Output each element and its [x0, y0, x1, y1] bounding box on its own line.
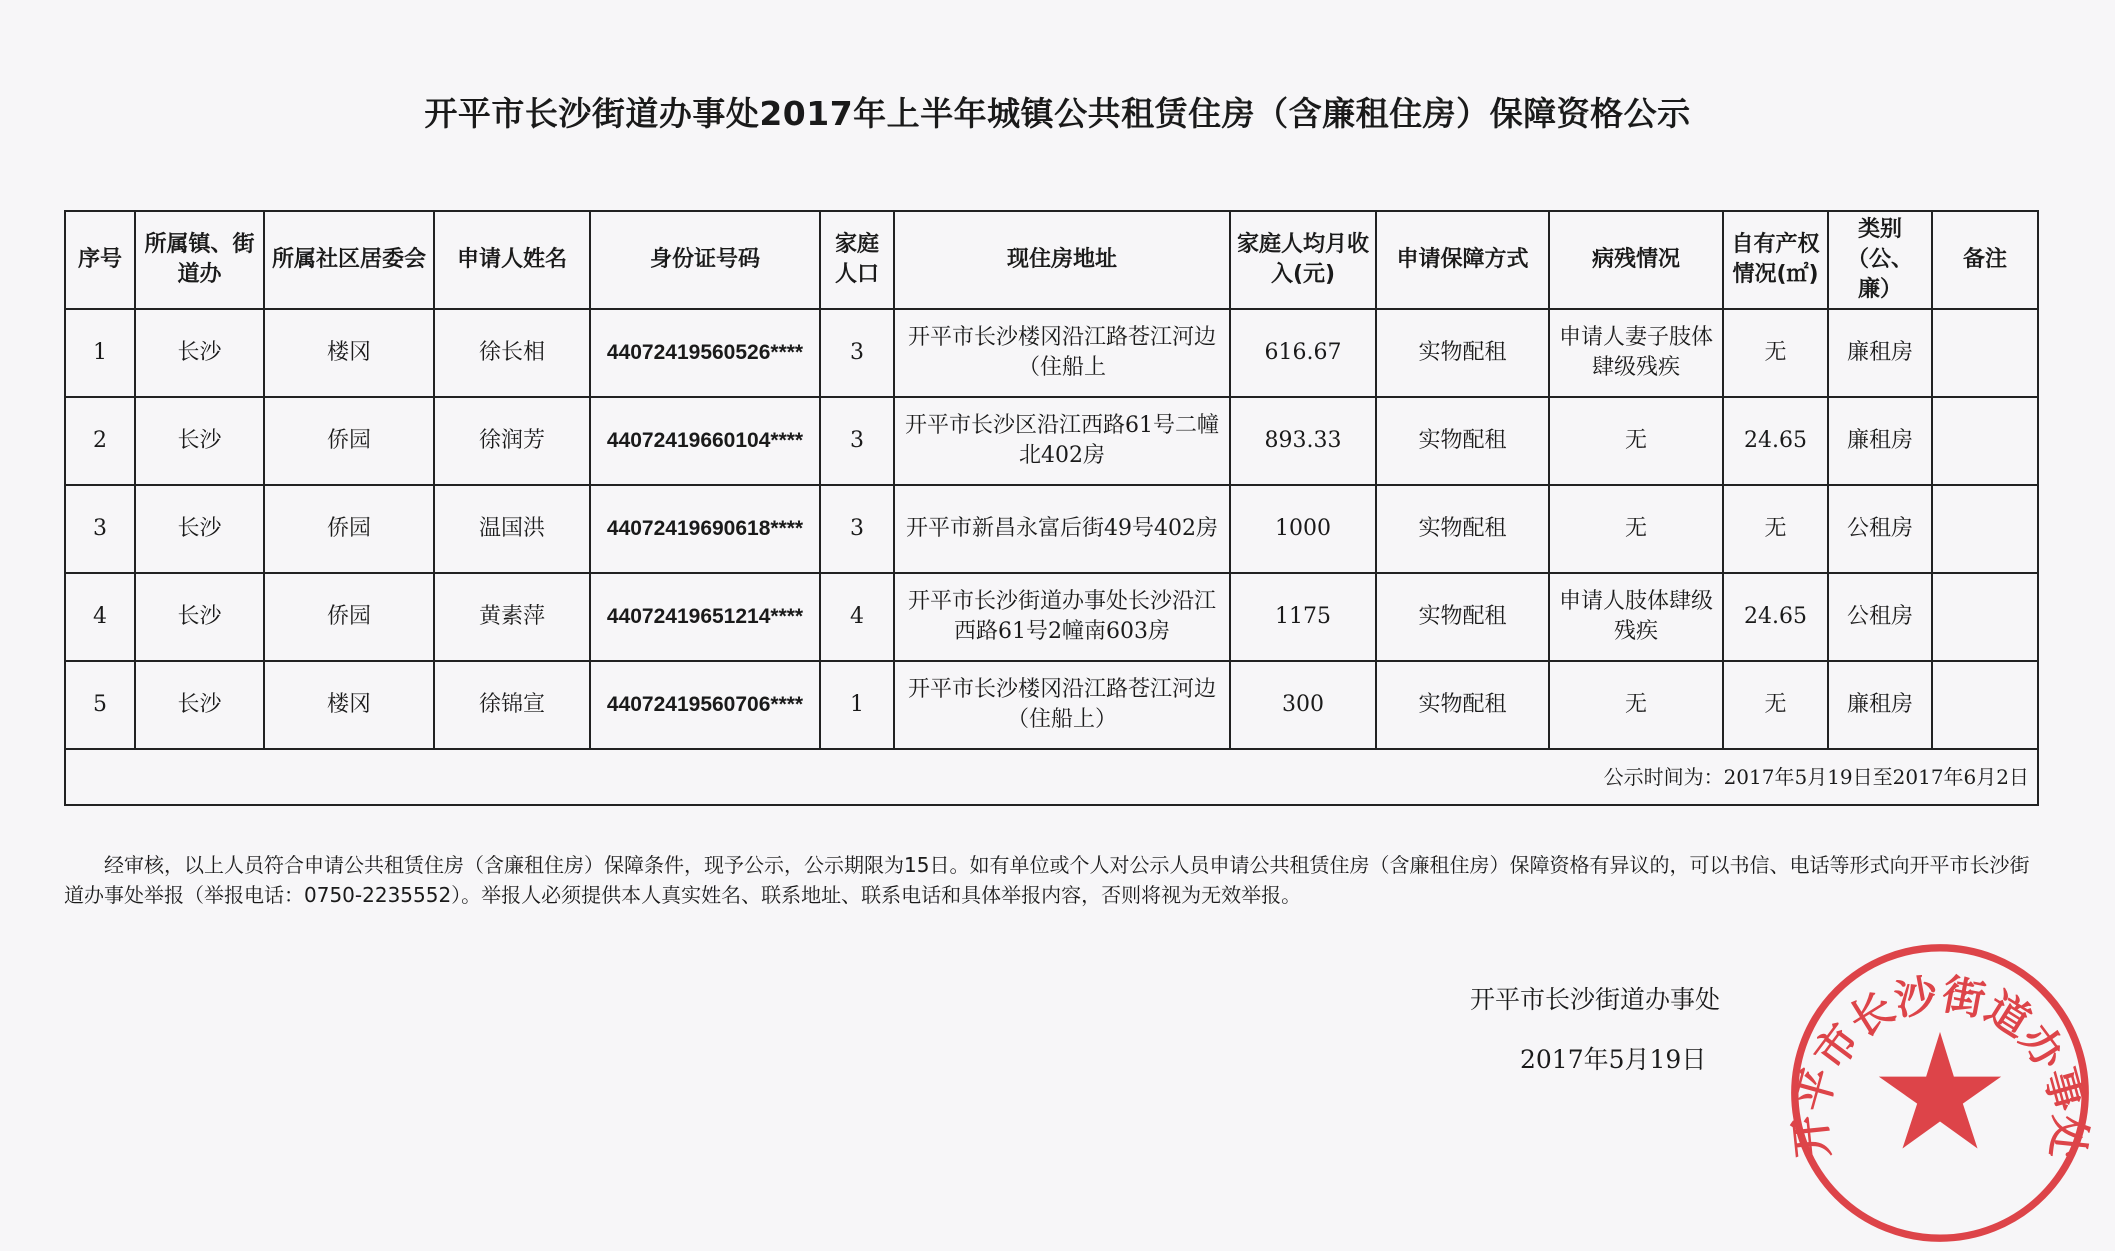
cell-name: 徐锦宣 [434, 661, 590, 749]
cell-remark [1932, 309, 2038, 397]
cell-address: 开平市长沙区沿江西路61号二幢北402房 [894, 397, 1230, 485]
cell-income: 893.33 [1230, 397, 1376, 485]
eligibility-table [64, 210, 2039, 806]
cell-income: 616.67 [1230, 309, 1376, 397]
header-cell: 现住房地址 [894, 211, 1230, 309]
table-footer-row [65, 749, 2038, 805]
cell-method: 实物配租 [1376, 397, 1549, 485]
cell-type: 公租房 [1828, 485, 1932, 573]
cell-name: 黄素萍 [434, 573, 590, 661]
table-row [65, 573, 2038, 661]
cell-id: 44072419560706**** [590, 661, 820, 749]
header-cell: 家庭人口 [820, 211, 894, 309]
page-title: 开平市长沙街道办事处2017年上半年城镇公共租赁住房（含廉租住房）保障资格公示 [424, 94, 1691, 133]
notice-text: 经审核，以上人员符合申请公共租赁住房（含廉租住房）保障条件，现予公示，公示期限为15日。如有单位或个人对公示人员申请公共租赁住房（含廉租住房）保障资格有异议的，可以书信、电话等形式向开平市长沙街道办事处举报（举报电话：0750-2235552）。举报人必须提供本人真实姓名、联系地址、联系电话和具体举报内容，否则将视为无效举报。 [64, 853, 2030, 907]
cell-community: 侨园 [264, 573, 434, 661]
issuer-signature: 开平市长沙街道办事处 [1470, 985, 1721, 1014]
table-row [65, 397, 2038, 485]
cell-address: 开平市新昌永富后街49号402房 [894, 485, 1230, 573]
cell-name: 徐润芳 [434, 397, 590, 485]
cell-method: 实物配租 [1376, 485, 1549, 573]
header-cell: 备注 [1932, 211, 2038, 309]
seal-text: 开平市长沙街道办事处 [1786, 970, 2094, 1161]
cell-address: 开平市长沙楼冈沿江路苍江河边（住船上 [894, 309, 1230, 397]
cell-people: 3 [820, 485, 894, 573]
cell-property: 无 [1723, 309, 1828, 397]
cell-id: 44072419660104**** [590, 397, 820, 485]
cell-income: 1000 [1230, 485, 1376, 573]
cell-no: 3 [65, 485, 135, 573]
cell-disability: 无 [1549, 485, 1723, 573]
cell-type: 公租房 [1828, 573, 1932, 661]
cell-type: 廉租房 [1828, 397, 1932, 485]
cell-method: 实物配租 [1376, 573, 1549, 661]
header-cell: 家庭人均月收入(元) [1230, 211, 1376, 309]
cell-method: 实物配租 [1376, 309, 1549, 397]
cell-disability: 无 [1549, 661, 1723, 749]
header-cell: 申请保障方式 [1376, 211, 1549, 309]
cell-town: 长沙 [135, 397, 264, 485]
cell-town: 长沙 [135, 309, 264, 397]
cell-remark [1932, 397, 2038, 485]
cell-no: 4 [65, 573, 135, 661]
cell-community: 楼冈 [264, 309, 434, 397]
cell-remark [1932, 661, 2038, 749]
table-row [65, 309, 2038, 397]
cell-name: 温国洪 [434, 485, 590, 573]
publicity-period: 公示时间为：2017年5月19日至2017年6月2日 [65, 749, 2038, 805]
cell-remark [1932, 485, 2038, 573]
cell-community: 侨园 [264, 397, 434, 485]
cell-remark [1932, 573, 2038, 661]
cell-property: 无 [1723, 661, 1828, 749]
header-cell: 病残情况 [1549, 211, 1723, 309]
cell-property: 无 [1723, 485, 1828, 573]
header-cell: 所属镇、街道办 [135, 211, 264, 309]
cell-type: 廉租房 [1828, 661, 1932, 749]
header-cell: 自有产权情况(㎡) [1723, 211, 1828, 309]
cell-id: 44072419651214**** [590, 573, 820, 661]
cell-town: 长沙 [135, 573, 264, 661]
header-cell: 类别（公、廉） [1828, 211, 1932, 309]
notice-paragraph [64, 850, 2039, 910]
cell-address: 开平市长沙楼冈沿江路苍江河边（住船上） [894, 661, 1230, 749]
cell-community: 楼冈 [264, 661, 434, 749]
cell-disability: 申请人妻子肢体肆级残疾 [1549, 309, 1723, 397]
cell-method: 实物配租 [1376, 661, 1549, 749]
cell-name: 徐长相 [434, 309, 590, 397]
cell-no: 2 [65, 397, 135, 485]
table-row [65, 661, 2038, 749]
cell-town: 长沙 [135, 485, 264, 573]
header-cell: 申请人姓名 [434, 211, 590, 309]
cell-town: 长沙 [135, 661, 264, 749]
table-row [65, 485, 2038, 573]
cell-people: 1 [820, 661, 894, 749]
seal-star-icon [1879, 1032, 2001, 1149]
cell-no: 5 [65, 661, 135, 749]
header-cell: 所属社区居委会 [264, 211, 434, 309]
cell-type: 廉租房 [1828, 309, 1932, 397]
official-seal-stamp [1785, 938, 2095, 1248]
cell-people: 3 [820, 397, 894, 485]
cell-address: 开平市长沙街道办事处长沙沿江西路61号2幢南603房 [894, 573, 1230, 661]
cell-id: 44072419560526**** [590, 309, 820, 397]
cell-people: 3 [820, 309, 894, 397]
cell-disability: 无 [1549, 397, 1723, 485]
cell-people: 4 [820, 573, 894, 661]
header-cell: 身份证号码 [590, 211, 820, 309]
cell-property: 24.65 [1723, 397, 1828, 485]
cell-id: 44072419690618**** [590, 485, 820, 573]
header-cell: 序号 [65, 211, 135, 309]
cell-income: 300 [1230, 661, 1376, 749]
table-header-row [65, 211, 2038, 309]
cell-disability: 申请人肢体肆级残疾 [1549, 573, 1723, 661]
cell-no: 1 [65, 309, 135, 397]
issue-date: 2017年5月19日 [1520, 1045, 1707, 1074]
cell-income: 1175 [1230, 573, 1376, 661]
cell-property: 24.65 [1723, 573, 1828, 661]
cell-community: 侨园 [264, 485, 434, 573]
